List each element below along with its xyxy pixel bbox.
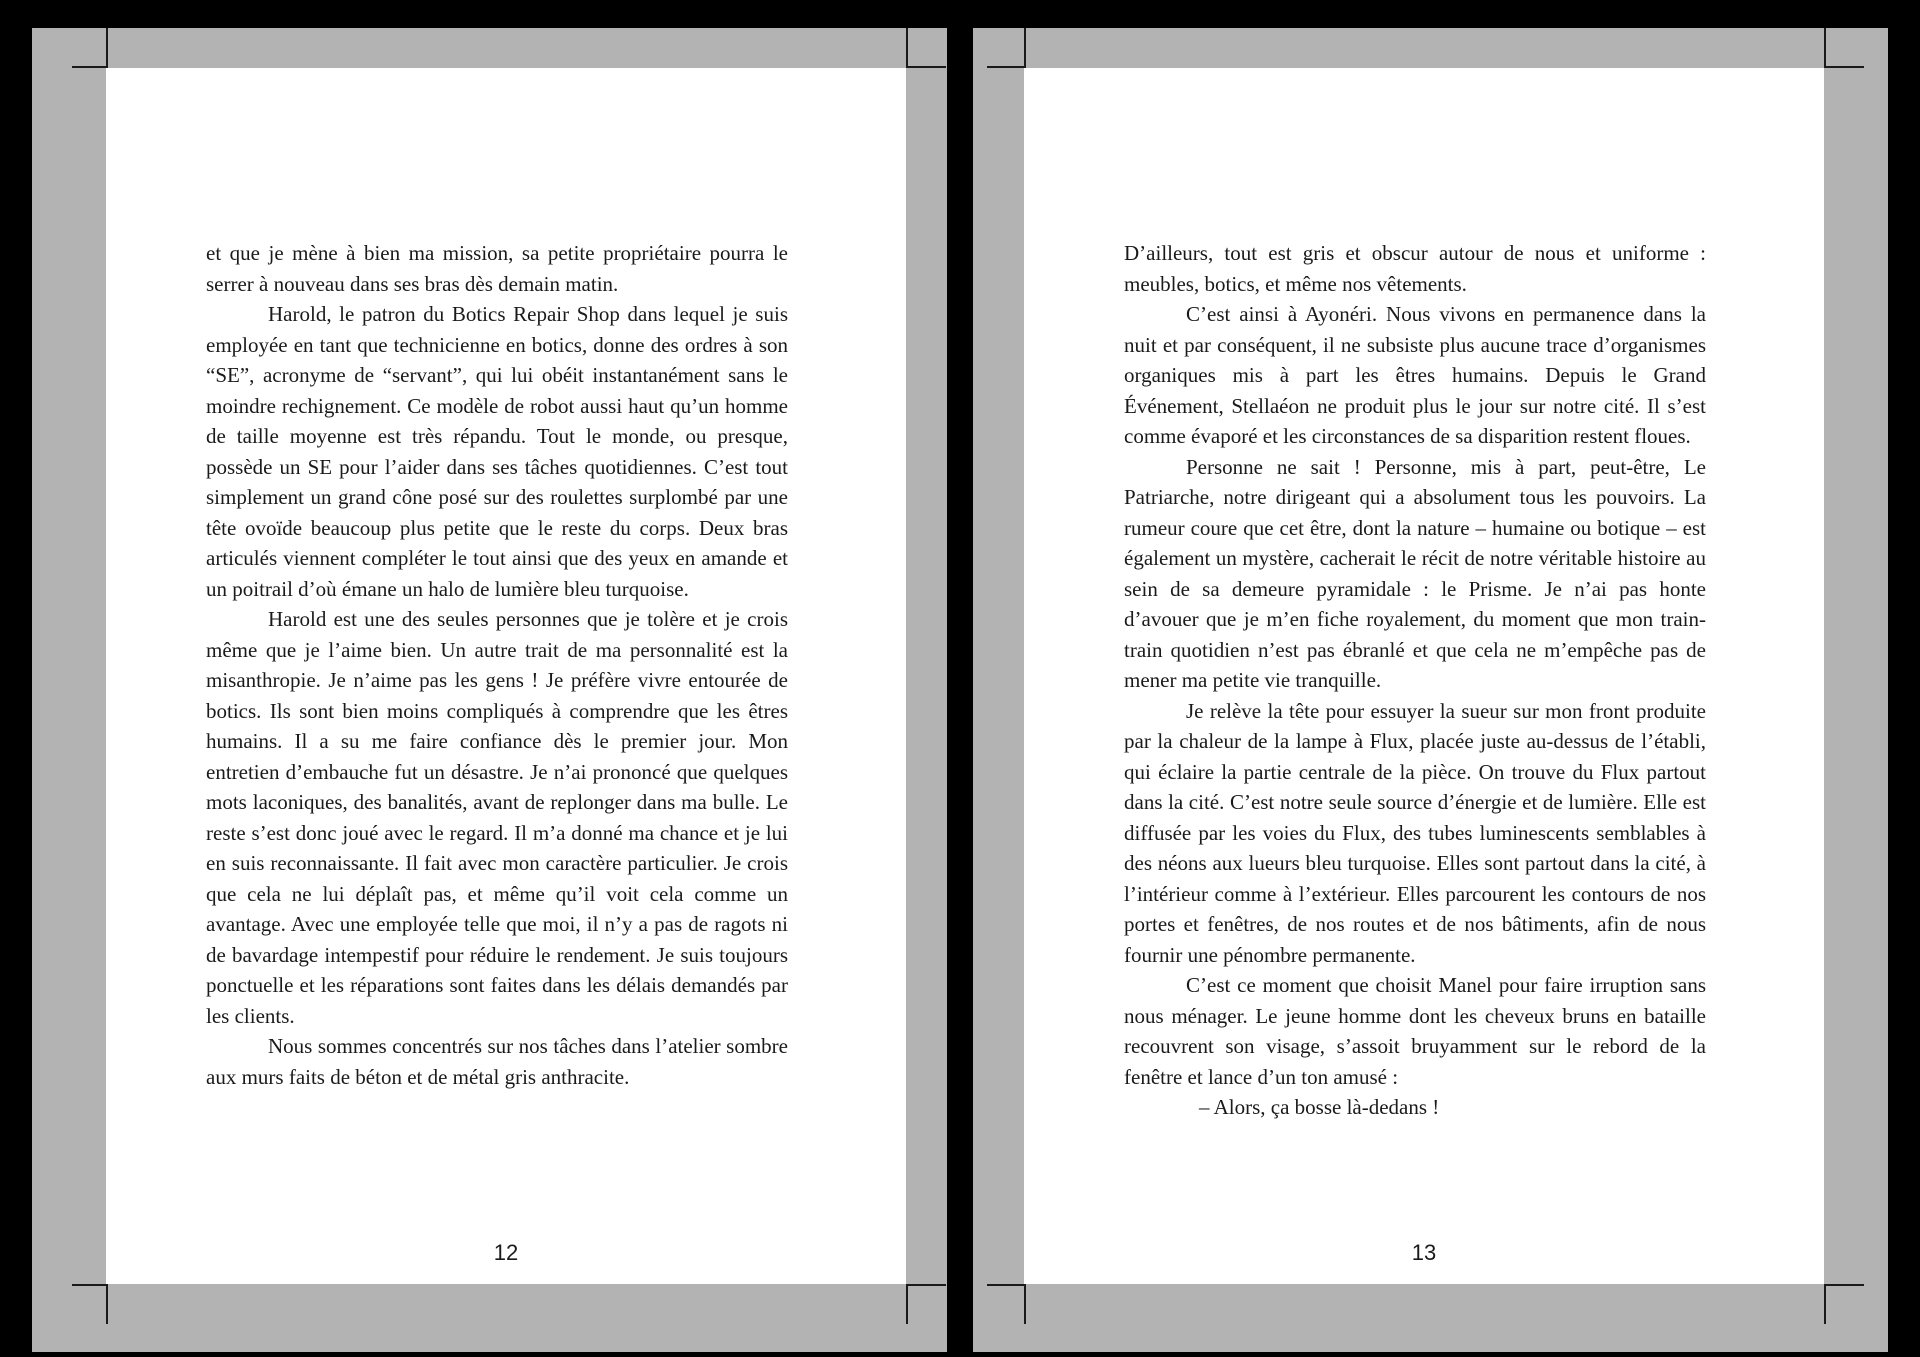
paragraph: Je relève la tête pour essuyer la sueur sur mon front produite par la chaleur de la lampe à Flux, placée juste au-dessus de l’établi, qui éclaire la partie centrale de la pièce. On trouve du Flux partout dans la cité. C’est notre seule source d’énergie et de lumière. Elle est diffusée par les voies du Flux, des tubes luminescents semblables à des néons aux lueurs bleu turquoise. Elles sont partout dans la cité, à l’intérieur comme à l’extérieur. Elles parcourent les contours de nos portes et fenêtres, de nos routes et de nos bâtiments, afin de nous fournir une pénombre permanente. — [1124, 698, 1706, 967]
crop-mark — [906, 1284, 908, 1324]
crop-mark — [106, 1284, 108, 1324]
page-12 — [106, 68, 906, 1284]
crop-mark — [1024, 1284, 1026, 1324]
paragraph: Nous sommes concentrés sur nos tâches dans l’atelier sombre aux murs faits de béton et de métal gris anthracite. — [206, 1034, 788, 1089]
crop-mark — [106, 28, 108, 68]
crop-mark — [987, 66, 1026, 68]
crop-mark — [906, 1284, 946, 1286]
left-page-spread — [32, 28, 947, 1352]
crop-mark — [1824, 1284, 1864, 1286]
page-13-text — [1124, 238, 1706, 1123]
crop-mark — [72, 1284, 108, 1286]
paragraph: Harold est une des seules personnes que je tolère et je crois même que je l’aime bien. Un autre trait de ma personnalité est la misanthropie. Je n’aime pas les gens ! Je préfère vivre entourée de botics. Ils sont bien moins compliqués à comprendre que les êtres humains. Il a su me faire confiance dès le premier jour. Mon entretien d’embauche fut un désastre. Je n’ai prononcé que quelques mots laconiques, des banalités, avant de replonger dans ma bulle. Le reste s’est donc joué avec le regard. Il m’a donné ma chance et je lui en suis reconnaissante. Il fait avec mon caractère particulier. Je crois que cela ne lui déplaît pas, et même qu’il voit cela comme un avantage. Avec une employée telle que moi, il n’y a pas de ragots ni de bavardage intempestif pour réduire le rendement. Je suis toujours ponctuelle et les réparations sont faites dans les délais demandés par les clients. — [206, 607, 788, 1028]
page-number: 13 — [1411, 1240, 1437, 1265]
paragraph: et que je mène à bien ma mission, sa petite propriétaire pourra le serrer à nouveau dans ses bras dès demain matin. — [206, 241, 788, 296]
crop-mark — [906, 66, 946, 68]
crop-mark — [987, 1284, 1026, 1286]
paragraph: C’est ainsi à Ayonéri. Nous vivons en permanence dans la nuit et par conséquent, il ne subsiste plus aucune trace d’organismes organiques mis à part les êtres humains. Depuis le Grand Événement, Stellaéon ne produit plus le jour sur notre cité. Il s’est comme évaporé et les circonstances de sa disparition restent floues. — [1124, 302, 1706, 448]
crop-mark — [1824, 66, 1864, 68]
paragraph: D’ailleurs, tout est gris et obscur autour de nous et uniforme : meubles, botics, et même nos vêtements. — [1124, 241, 1706, 296]
page-13 — [1024, 68, 1824, 1284]
crop-mark — [1824, 1284, 1826, 1324]
paragraph: Harold, le patron du Botics Repair Shop dans lequel je suis employée en tant que technicienne en botics, donne des ordres à son “SE”, acronyme de “servant”, qui lui obéit instantanément sans le moindre rechignement. Ce modèle de robot aussi haut qu’un homme de taille moyenne est très répandu. Tout le monde, ou presque, possède un SE pour l’aider dans ses tâches quotidiennes. C’est tout simplement un grand cône posé sur des roulettes surplombé par une tête ovoïde beaucoup plus petite que le reste du corps. Deux bras articulés viennent compléter le tout ainsi que des yeux en amande et un poitrail d’où émane un halo de lumière bleu turquoise. — [206, 302, 788, 601]
page-number: 12 — [493, 1240, 519, 1265]
right-page-spread — [973, 28, 1888, 1352]
paragraph: Personne ne sait ! Personne, mis à part, peut-être, Le Patriarche, notre dirigeant qui a absolument tous les pouvoirs. La rumeur coure que cet être, dont la nature – humaine ou botique – est également un mystère, cacherait le récit de notre véritable histoire au sein de sa demeure pyramidale : le Prisme. Je n’ai pas honte d’avouer que je m’en fiche royalement, du moment que mon train-train quotidien n’est pas ébranlé et que cela ne m’empêche pas de mener ma petite vie tranquille. — [1124, 454, 1706, 692]
crop-mark — [72, 66, 108, 68]
page-12-text — [206, 238, 788, 1092]
crop-mark — [1024, 28, 1026, 68]
paragraph: C’est ce moment que choisit Manel pour faire irruption sans nous ménager. Le jeune homme dont les cheveux bruns en bataille recouvrent son visage, s’assoit bruyamment sur le rebord de la fenêtre et lance d’un ton amusé : — [1124, 973, 1706, 1089]
crop-mark — [1824, 28, 1826, 68]
crop-mark — [906, 28, 908, 68]
dialogue-line: – Alors, ça bosse là-dedans ! — [1199, 1095, 1440, 1119]
